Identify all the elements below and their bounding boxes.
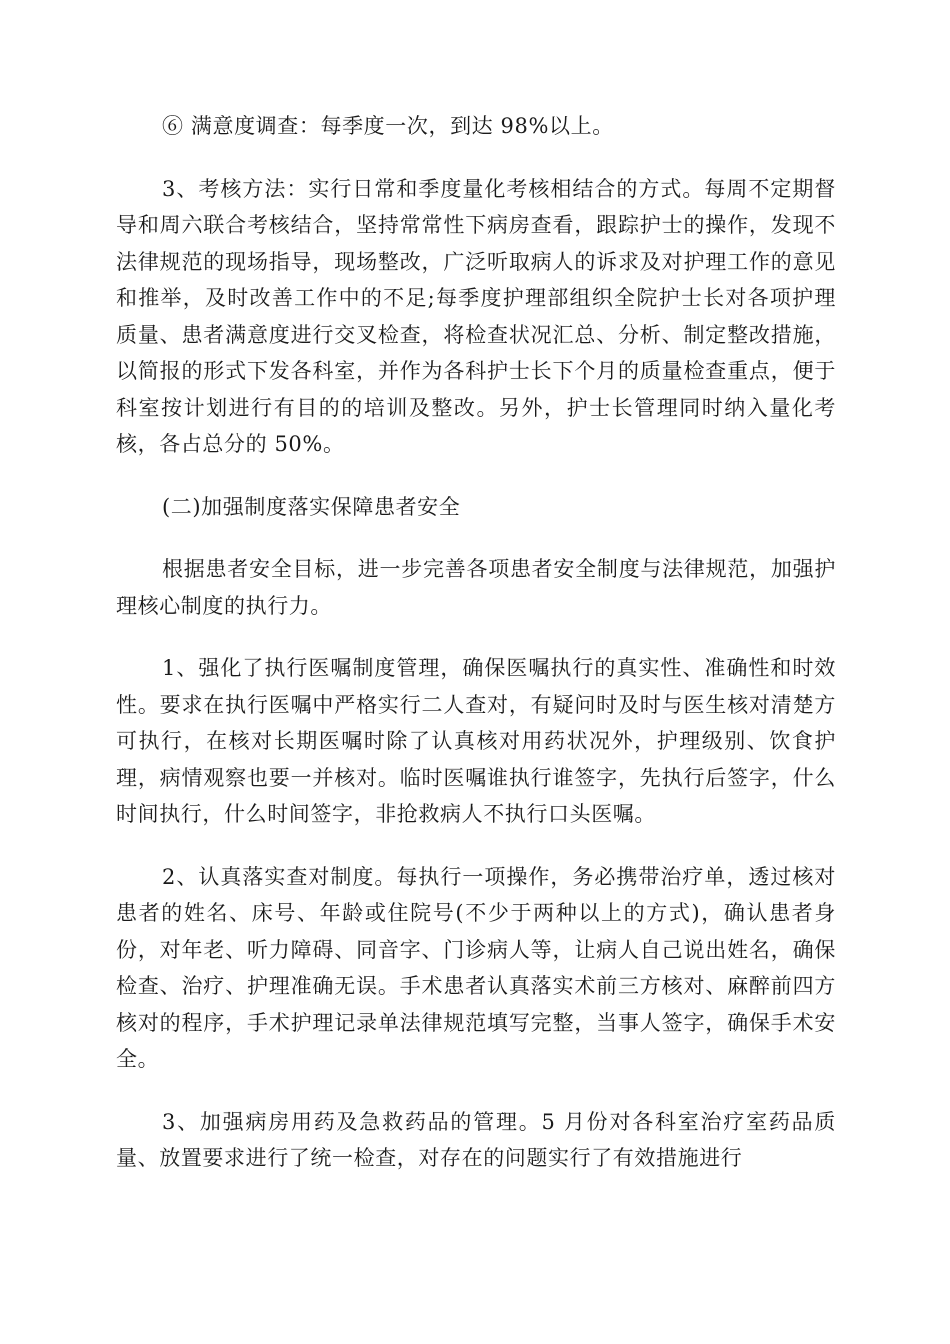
paragraph-assessment-method: 3、考核方法：实行日常和季度量化考核相结合的方式。每周不定期督导和周六联合考核结合，坚持常常性下病房查看，跟踪护士的操作，发现不法律规范的现场指导，现场整改，广泛听取病人的诉求及对护理工作的意见和推举，及时改善工作中的不足;每季度护理部组织全院护士长对各项护理质量、患者满意度进行交叉检查，将检查状况汇总、分析、制定整改措施，以简报的形式下发各科室，并作为各科护士长下个月的质量检查重点，便于科室按计划进行有目的的培训及整改。另外，护士长管理同时纳入量化考核，各占总分的 50%。 xyxy=(116,176,836,456)
paragraph-satisfaction-survey: ⑥ 满意度调查：每季度一次，到达 98%以上。 xyxy=(162,114,614,138)
paragraph-verification-system: 2、认真落实查对制度。每执行一项操作，务必携带治疗单，透过核对患者的姓名、床号、年龄或住院号(不少于两种以上的方式)，确认患者身份，对年老、听力障碍、同音字、门诊病人等，让病人自己说出姓名，确保检查、治疗、护理准确无误。手术患者认真落实术前三方核对、麻醉前四方核对的程序，手术护理记录单法律规范填写完整，当事人签字，确保手术安全。 xyxy=(116,864,836,1071)
document-body xyxy=(116,108,836,1203)
section-heading-patient-safety: (二)加强制度落实保障患者安全 xyxy=(162,494,461,519)
paragraph-safety-goals: 根据患者安全目标，进一步完善各项患者安全制度与法律规范，加强护理核心制度的执行力。 xyxy=(116,557,836,618)
paragraph-medical-orders: 1、强化了执行医嘱制度管理，确保医嘱执行的真实性、准确性和时效性。要求在执行医嘱中严格实行二人查对，有疑问时及时与医生核对清楚方可执行，在核对长期医嘱时除了认真核对用药状况外，护理级别、饮食护理，病情观察也要一并核对。临时医嘱谁执行谁签字，先执行后签字，什么时间执行，什么时间签字，非抢救病人不执行口头医嘱。 xyxy=(116,656,836,826)
paragraph-drug-management: 3、加强病房用药及急救药品的管理。5 月份对各科室治疗室药品质量、放置要求进行了统一检查，对存在的问题实行了有效措施进行 xyxy=(116,1109,836,1170)
